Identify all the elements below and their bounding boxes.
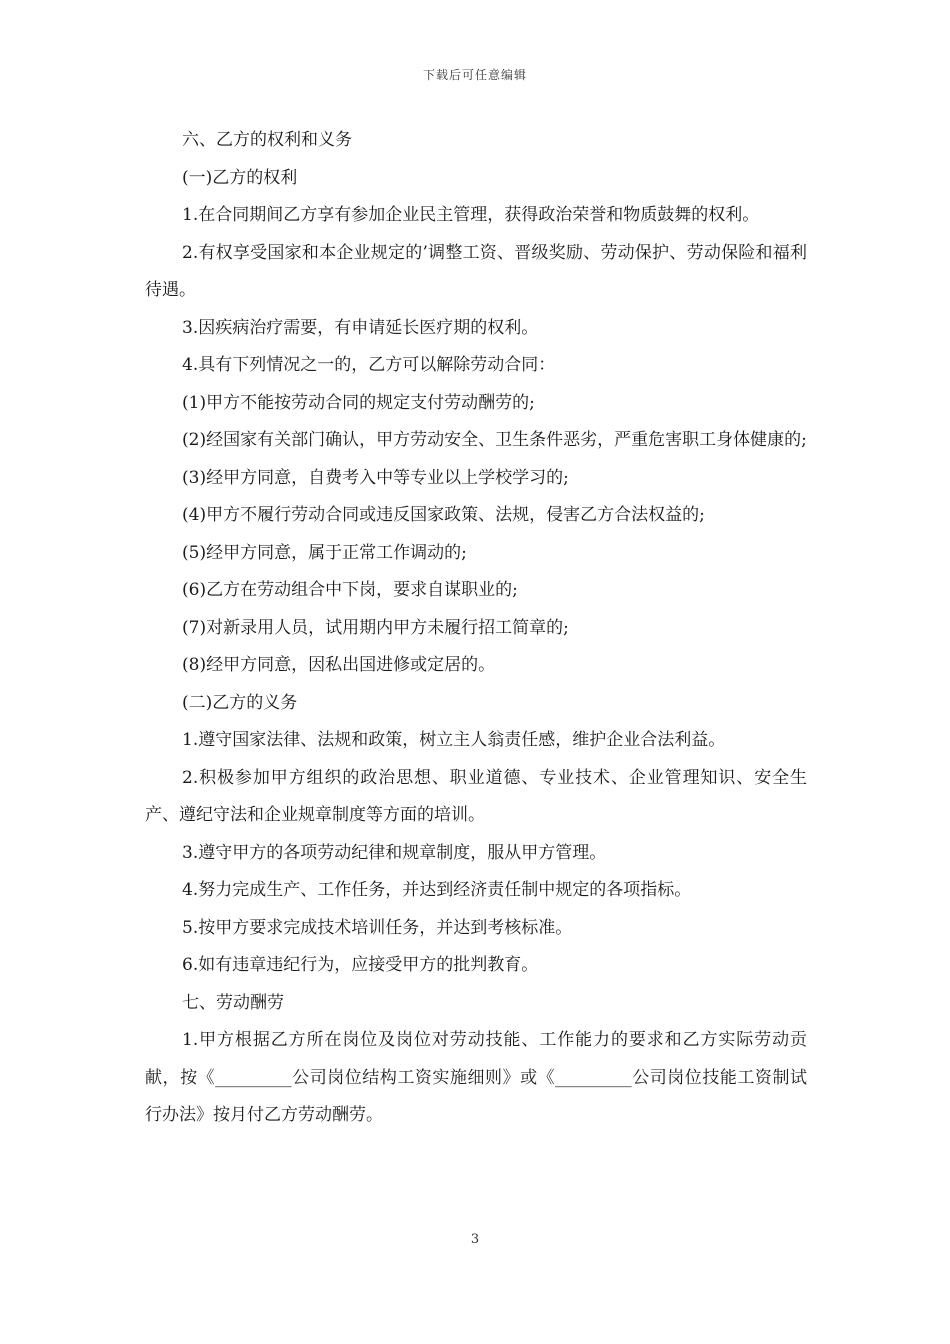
paragraph-obligation-1: 1.遵守国家法律、法规和政策，树立主人翁责任感，维护企业合法利益。 xyxy=(182,730,726,750)
list-item-termination-5: (5)经甲方同意，属于正常工作调动的; xyxy=(182,542,467,563)
paragraph-obligation-3: 3.遵守甲方的各项劳动纪律和规章制度，服从甲方管理。 xyxy=(182,842,607,863)
list-item-termination-4: (4)甲方不履行劳动合同或违反国家政策、法规，侵害乙方合法权益的; xyxy=(182,505,705,525)
page-header: 下载后可任意编辑 xyxy=(422,68,527,82)
page-number: 3 xyxy=(470,1232,480,1247)
paragraph-right-4: 4.具有下列情况之一的，乙方可以解除劳动合同： xyxy=(182,355,556,375)
paragraph-obligation-2: 2.积极参加甲方组织的政治思想、职业道德、专业技术、企业管理知识、安全生产、遵纪守法和企业规章制度等方面的培训。 xyxy=(145,767,807,825)
paragraph-obligation-6: 6.如有违章违纪行为，应接受甲方的批判教育。 xyxy=(182,955,539,975)
subsection-heading-rights: (一)乙方的权利 xyxy=(182,167,298,188)
list-item-termination-1: (1)甲方不能按劳动合同的规定支付劳动酬劳的; xyxy=(182,392,535,413)
paragraph-right-1: 1.在合同期间乙方享有参加企业民主管理，获得政治荣誉和物质鼓舞的权利。 xyxy=(182,205,760,225)
subsection-heading-obligations: (二)乙方的义务 xyxy=(182,692,298,713)
paragraph-right-2: 2.有权享受国家和本企业规定的’调整工资、晋级奖励、劳动保护、劳动保险和福利待遇。 xyxy=(145,242,807,300)
list-item-termination-7: (7)对新录用人员，试用期内甲方未履行招工简章的; xyxy=(182,617,569,638)
section-heading-remuneration: 七、劳动酬劳 xyxy=(182,992,284,1013)
paragraph-obligation-5: 5.按甲方要求完成技术培训任务，并达到考核标准。 xyxy=(182,917,573,938)
section-heading-rights-obligations: 六、乙方的权利和义务 xyxy=(182,130,352,150)
list-item-termination-8: (8)经甲方同意，因私出国进修或定居的。 xyxy=(182,655,496,675)
list-item-termination-3: (3)经甲方同意，自费考入中等专业以上学校学习的; xyxy=(182,467,569,488)
document-body xyxy=(145,122,807,1135)
paragraph-obligation-4: 4.努力完成生产、工作任务，并达到经济责任制中规定的各项指标。 xyxy=(182,880,692,900)
paragraph-remuneration-1: 1.甲方根据乙方所在岗位及岗位对劳动技能、工作能力的要求和乙方实际劳动贡献，按《_________公司岗位结构工资实施细则》或《_________公司岗位技能工资制试行办法》按月付乙方劳动酬劳。 xyxy=(145,1030,807,1125)
paragraph-right-3: 3.因疾病治疗需要，有申请延长医疗期的权利。 xyxy=(182,317,539,338)
list-item-termination-6: (6)乙方在劳动组合中下岗，要求自谋职业的; xyxy=(182,580,518,600)
list-item-termination-2: (2)经国家有关部门确认，甲方劳动安全、卫生条件恶劣，严重危害职工身体健康的; xyxy=(182,430,807,450)
